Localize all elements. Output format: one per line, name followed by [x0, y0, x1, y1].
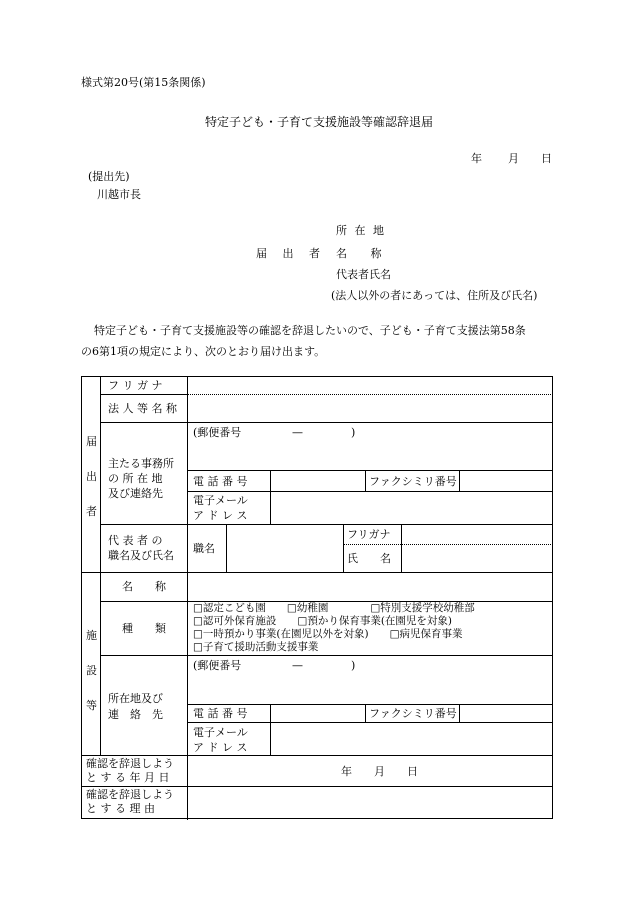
section-applicant-char-1: 届 — [86, 435, 97, 448]
email-line2: ア ド レ ス — [193, 509, 248, 522]
date-day-label: 日 — [541, 152, 552, 165]
submit-to-label: (提出先) — [88, 170, 130, 183]
applicant-note: (法人以外の者にあっては、住所及び氏名) — [331, 289, 538, 302]
postal-close: ) — [351, 426, 356, 439]
facility-name-label: 名 称 — [122, 580, 166, 593]
applicant-name-label: 名 称 — [336, 247, 392, 260]
postal-code-label: (郵便番号 — [193, 426, 242, 439]
rep-label-line2: 職名及び氏名 — [108, 549, 174, 562]
type-options-line1[interactable]: □認定こども園 □幼稚園 □特別支援学校幼稚部 — [193, 602, 475, 614]
withdraw-reason-line1: 確認を辞退しよう — [86, 788, 174, 801]
form-number: 様式第20号(第15条関係) — [81, 76, 206, 89]
corp-name-label: 法 人 等 名 称 — [108, 402, 177, 415]
email-line1: 電子メール — [193, 494, 248, 507]
section-facility-char-2: 設 — [86, 664, 97, 677]
body-text-line1: 特定子ども・子育て支援施設等の確認を辞退したいので、子ども・子育て支援法第58条 — [94, 324, 526, 337]
section-facility-char-3: 等 — [86, 699, 97, 712]
facility-postal-label: (郵便番号 — [193, 659, 242, 672]
rep-name-label: 氏 名 — [347, 552, 391, 565]
type-options-line3[interactable]: □一時預かり事業(在園児以外を対象) □病児保育事業 — [193, 628, 463, 640]
job-title-label: 職名 — [193, 542, 215, 555]
facility-postal-dash: — — [292, 659, 303, 672]
fax-label: ファクシミリ番号 — [369, 475, 457, 488]
form-table — [81, 376, 553, 819]
withdraw-date-line1: 確認を辞退しよう — [86, 757, 174, 770]
section-applicant-char-3: 者 — [86, 505, 97, 518]
rep-furigana-label: フリガナ — [347, 528, 391, 541]
date-month-label: 月 — [508, 152, 519, 165]
type-options-line4[interactable]: □子育て援助活動支援事業 — [193, 641, 319, 653]
facility-addr-line1: 所在地及び — [108, 692, 163, 705]
tel-label: 電 話 番 号 — [193, 475, 248, 488]
main-office-line2: の 所 在 地 — [108, 472, 163, 485]
section-applicant-char-2: 出 — [86, 470, 97, 483]
applicant-representative-label: 代表者氏名 — [336, 268, 391, 281]
submit-to-value: 川越市長 — [97, 188, 141, 201]
facility-fax-label: ファクシミリ番号 — [369, 707, 457, 720]
type-options-line2[interactable]: □認可外保育施設 □預かり保育事業(在園児を対象) — [193, 615, 453, 627]
facility-postal-close: ) — [351, 659, 356, 672]
facility-email-line2: ア ド レ ス — [193, 741, 248, 754]
facility-email-line1: 電子メール — [193, 726, 248, 739]
main-office-line1: 主たる事務所 — [108, 457, 174, 470]
facility-type-label: 種 類 — [122, 622, 166, 635]
form-title: 特定子ども・子育て支援施設等確認辞退届 — [205, 115, 434, 129]
section-facility-char-1: 施 — [86, 629, 97, 642]
withdraw-date-line2: と す る 年 月 日 — [86, 771, 170, 784]
facility-tel-label: 電 話 番 号 — [193, 707, 248, 720]
main-office-line3: 及び連絡先 — [108, 487, 163, 500]
date-year-label: 年 — [471, 152, 482, 165]
rep-label-line1: 代 表 者 の — [108, 534, 163, 547]
applicant-address-label: 所 在 地 — [336, 224, 386, 237]
furigana-label: フ リ ガ ナ — [108, 379, 163, 392]
withdraw-date-value: 年 月 日 — [341, 765, 418, 778]
postal-dash: — — [292, 426, 303, 439]
applicant-group-label: 届 出 者 — [256, 247, 326, 260]
facility-addr-line2: 連 絡 先 — [108, 708, 163, 721]
body-text-line2: の6第1項の規定により、次のとおり届け出ます。 — [81, 345, 326, 358]
withdraw-reason-line2: と す る 理 由 — [86, 802, 155, 815]
